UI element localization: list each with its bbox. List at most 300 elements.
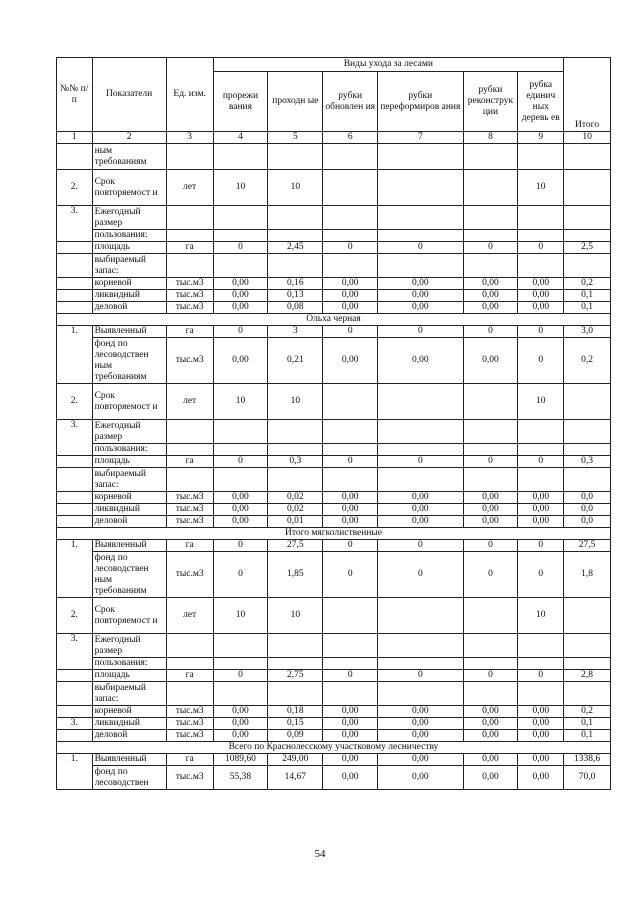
- value-cell: 10: [518, 170, 564, 206]
- empty-cell: [57, 290, 93, 302]
- empty-cell: [323, 444, 378, 456]
- value-cell: 0,0: [564, 516, 611, 528]
- value-cell: 10: [213, 170, 268, 206]
- row-number: 3.: [57, 718, 93, 730]
- empty-cell: [378, 144, 463, 170]
- value-cell: 0,00: [213, 730, 268, 742]
- value-cell: 0,00: [323, 278, 378, 290]
- value-cell: 0,00: [463, 302, 518, 314]
- empty-cell: [57, 456, 93, 468]
- row-number: 1.: [57, 754, 93, 790]
- empty-cell: [463, 420, 518, 444]
- value-cell: [463, 170, 518, 206]
- value-cell: 10: [213, 598, 268, 634]
- value-cell: 0,00: [323, 492, 378, 504]
- row-number: 2.: [57, 170, 93, 206]
- empty-cell: [518, 468, 564, 492]
- empty-cell: [166, 206, 213, 230]
- empty-cell: [463, 230, 518, 242]
- value-cell: 0,00: [378, 706, 463, 718]
- value-cell: 0,00: [213, 706, 268, 718]
- value-cell: 0,15: [268, 718, 323, 730]
- table-row: [57, 206, 611, 230]
- value-cell: 0,00: [463, 766, 518, 790]
- value-cell: 0,00: [463, 278, 518, 290]
- value-cell: 0,00: [213, 504, 268, 516]
- table-row: [57, 338, 611, 384]
- value-cell: 0,00: [213, 278, 268, 290]
- value-cell: 0,00: [463, 754, 518, 766]
- unit-cell: тыс.м3: [166, 278, 213, 290]
- empty-cell: [57, 516, 93, 528]
- value-cell: 0,00: [518, 302, 564, 314]
- table-row: [57, 420, 611, 444]
- header-col: проходн ые: [268, 72, 323, 132]
- empty-cell: [518, 634, 564, 658]
- empty-cell: [213, 682, 268, 706]
- indicator-label: ликвидный: [92, 290, 166, 302]
- empty-cell: [57, 730, 93, 742]
- value-cell: [564, 384, 611, 420]
- value-cell: [378, 170, 463, 206]
- empty-cell: [564, 206, 611, 230]
- indicator-label: ным требованиям: [92, 144, 166, 170]
- value-cell: 0: [463, 456, 518, 468]
- value-cell: 0: [518, 242, 564, 254]
- indicator-label: Срок повторяемост и: [92, 384, 166, 420]
- value-cell: 0: [463, 242, 518, 254]
- value-cell: 0: [213, 326, 268, 338]
- value-cell: 0,00: [463, 730, 518, 742]
- empty-cell: [323, 230, 378, 242]
- value-cell: [564, 598, 611, 634]
- value-cell: 27,5: [564, 540, 611, 552]
- empty-cell: [463, 444, 518, 456]
- value-cell: 0,0: [564, 504, 611, 516]
- value-cell: 1,8: [564, 552, 611, 598]
- value-cell: 0: [518, 552, 564, 598]
- value-cell: 0: [213, 552, 268, 598]
- value-cell: 0,00: [323, 718, 378, 730]
- empty-cell: [463, 144, 518, 170]
- table-row: [57, 254, 611, 278]
- empty-cell: [378, 682, 463, 706]
- value-cell: 0,16: [268, 278, 323, 290]
- value-cell: 0,00: [213, 302, 268, 314]
- header-col: прорежи вания: [213, 72, 268, 132]
- empty-cell: [166, 658, 213, 670]
- value-cell: 0,00: [518, 278, 564, 290]
- value-cell: 0,00: [463, 516, 518, 528]
- row-number: 2.: [57, 384, 93, 420]
- header-indicator: Показатели: [92, 58, 166, 132]
- empty-cell: [378, 206, 463, 230]
- empty-cell: [323, 254, 378, 278]
- empty-cell: [463, 682, 518, 706]
- indicator-label: ликвидный: [92, 504, 166, 516]
- value-cell: 0,00: [213, 290, 268, 302]
- empty-cell: [166, 634, 213, 658]
- value-cell: 2,45: [268, 242, 323, 254]
- colnum-cell: 7: [378, 132, 463, 144]
- header-unit: Ед. изм.: [166, 58, 213, 132]
- value-cell: 0: [463, 540, 518, 552]
- value-cell: 0,0: [564, 492, 611, 504]
- table-row: [57, 302, 611, 314]
- indicator-label: выбираемый запас:: [92, 254, 166, 278]
- indicator-label: фонд по лесоводствен ным требованиям: [92, 552, 166, 598]
- value-cell: 1089,60: [213, 754, 268, 766]
- value-cell: 0: [213, 456, 268, 468]
- value-cell: 10: [268, 598, 323, 634]
- section-title: Ольха черная: [57, 314, 611, 326]
- colnum-cell: 8: [463, 132, 518, 144]
- indicator-label: Выявленный: [92, 540, 166, 552]
- value-cell: 2,5: [564, 242, 611, 254]
- empty-cell: [518, 420, 564, 444]
- empty-cell: [463, 254, 518, 278]
- table-row: [57, 230, 611, 242]
- colnum-cell: 4: [213, 132, 268, 144]
- unit-cell: га: [166, 540, 213, 552]
- page-number: 54: [314, 848, 326, 860]
- empty-cell: [564, 634, 611, 658]
- empty-cell: [323, 420, 378, 444]
- value-cell: 0,00: [378, 504, 463, 516]
- header-group: Виды ухода за лесами: [213, 58, 564, 72]
- empty-cell: [57, 254, 93, 278]
- value-cell: 0: [323, 552, 378, 598]
- empty-cell: [213, 206, 268, 230]
- value-cell: 0: [518, 456, 564, 468]
- value-cell: 0: [518, 326, 564, 338]
- indicator-label: корневой: [92, 492, 166, 504]
- unit-cell: га: [166, 670, 213, 682]
- table-row: [57, 504, 611, 516]
- empty-cell: [213, 144, 268, 170]
- value-cell: 2,8: [564, 670, 611, 682]
- empty-cell: [268, 206, 323, 230]
- row-number: 1.: [57, 540, 93, 598]
- value-cell: 0,2: [564, 338, 611, 384]
- empty-cell: [213, 444, 268, 456]
- value-cell: 0: [378, 326, 463, 338]
- value-cell: 0,00: [323, 754, 378, 766]
- unit-cell: тыс.м3: [166, 338, 213, 384]
- unit-cell: тыс.м3: [166, 552, 213, 598]
- indicator-label: корневой: [92, 278, 166, 290]
- value-cell: 10: [213, 384, 268, 420]
- header-col: рубки переформиров ания: [378, 72, 463, 132]
- empty-cell: [57, 670, 93, 682]
- empty-cell: [564, 420, 611, 444]
- empty-cell: [323, 682, 378, 706]
- unit-cell: тыс.м3: [166, 302, 213, 314]
- value-cell: 0,00: [378, 730, 463, 742]
- empty-cell: [463, 206, 518, 230]
- value-cell: 0,00: [378, 302, 463, 314]
- forest-care-table: [56, 57, 611, 790]
- table-row: [57, 766, 611, 790]
- section-row: [57, 528, 611, 540]
- indicator-label: фонд по лесоводствен ным требованиям: [92, 338, 166, 384]
- table-row: [57, 144, 611, 170]
- value-cell: 0,00: [518, 290, 564, 302]
- value-cell: [378, 598, 463, 634]
- value-cell: 0,13: [268, 290, 323, 302]
- empty-cell: [323, 144, 378, 170]
- empty-cell: [564, 144, 611, 170]
- unit-cell: га: [166, 242, 213, 254]
- value-cell: [323, 384, 378, 420]
- value-cell: 0,00: [378, 290, 463, 302]
- value-cell: 0: [323, 242, 378, 254]
- table-row: [57, 278, 611, 290]
- empty-cell: [564, 230, 611, 242]
- empty-cell: [57, 492, 93, 504]
- colnum-cell: 1: [57, 132, 93, 144]
- unit-cell: тыс.м3: [166, 504, 213, 516]
- empty-cell: [378, 658, 463, 670]
- value-cell: 0,00: [213, 516, 268, 528]
- value-cell: 0: [378, 552, 463, 598]
- empty-cell: [564, 468, 611, 492]
- empty-cell: [57, 504, 93, 516]
- row-number: 3.: [57, 420, 93, 456]
- table-row: [57, 540, 611, 552]
- value-cell: 0,00: [323, 504, 378, 516]
- value-cell: [564, 170, 611, 206]
- indicator-label: Ежегодный размер: [92, 634, 166, 658]
- empty-cell: [268, 658, 323, 670]
- value-cell: [323, 170, 378, 206]
- value-cell: 0: [463, 552, 518, 598]
- table-row: [57, 516, 611, 528]
- value-cell: 0: [518, 670, 564, 682]
- colnum-cell: 3: [166, 132, 213, 144]
- value-cell: 0,09: [268, 730, 323, 742]
- table-row: [57, 658, 611, 670]
- row-number: 1.: [57, 326, 93, 384]
- value-cell: 0,00: [378, 278, 463, 290]
- table-row: [57, 468, 611, 492]
- empty-cell: [57, 144, 93, 170]
- value-cell: [463, 598, 518, 634]
- value-cell: 0,02: [268, 504, 323, 516]
- value-cell: 0,00: [463, 706, 518, 718]
- empty-cell: [166, 468, 213, 492]
- indicator-label: Ежегодный размер: [92, 206, 166, 230]
- empty-cell: [323, 634, 378, 658]
- value-cell: [323, 598, 378, 634]
- value-cell: 0,00: [378, 718, 463, 730]
- empty-cell: [268, 420, 323, 444]
- empty-cell: [564, 658, 611, 670]
- value-cell: 1,85: [268, 552, 323, 598]
- section-row: [57, 314, 611, 326]
- empty-cell: [323, 206, 378, 230]
- value-cell: 0,2: [564, 706, 611, 718]
- unit-cell: га: [166, 456, 213, 468]
- value-cell: 0,00: [518, 504, 564, 516]
- table-row: [57, 242, 611, 254]
- unit-cell: тыс.м3: [166, 706, 213, 718]
- colnum-cell: 10: [564, 132, 611, 144]
- indicator-label: деловой: [92, 516, 166, 528]
- table-row: [57, 326, 611, 338]
- indicator-label: площадь: [92, 242, 166, 254]
- indicator-label: деловой: [92, 730, 166, 742]
- value-cell: 0: [463, 670, 518, 682]
- table-row: [57, 730, 611, 742]
- empty-cell: [268, 254, 323, 278]
- value-cell: 0,00: [518, 718, 564, 730]
- empty-cell: [268, 682, 323, 706]
- unit-cell: га: [166, 326, 213, 338]
- empty-cell: [378, 420, 463, 444]
- empty-cell: [213, 230, 268, 242]
- value-cell: 0,00: [378, 516, 463, 528]
- value-cell: 0,08: [268, 302, 323, 314]
- value-cell: 1338,6: [564, 754, 611, 766]
- table-row: [57, 718, 611, 730]
- empty-cell: [213, 420, 268, 444]
- colnum-cell: 5: [268, 132, 323, 144]
- empty-cell: [166, 420, 213, 444]
- value-cell: 0,00: [518, 706, 564, 718]
- table-row: [57, 706, 611, 718]
- header-row: [57, 58, 611, 72]
- empty-cell: [518, 206, 564, 230]
- table-row: [57, 682, 611, 706]
- value-cell: 0: [518, 338, 564, 384]
- indicator-label: выбираемый запас:: [92, 682, 166, 706]
- unit-cell: лет: [166, 598, 213, 634]
- unit-cell: тыс.м3: [166, 766, 213, 790]
- row-number: 2.: [57, 598, 93, 634]
- indicator-label: Выявленный: [92, 326, 166, 338]
- table-row: [57, 754, 611, 766]
- empty-cell: [564, 682, 611, 706]
- value-cell: 0,18: [268, 706, 323, 718]
- value-cell: 0,1: [564, 290, 611, 302]
- value-cell: 0,02: [268, 492, 323, 504]
- value-cell: 0,00: [518, 516, 564, 528]
- table-row: [57, 552, 611, 598]
- value-cell: 0,3: [268, 456, 323, 468]
- value-cell: 0,00: [213, 338, 268, 384]
- value-cell: 0,00: [213, 492, 268, 504]
- indicator-label: Срок повторяемост и: [92, 598, 166, 634]
- empty-cell: [268, 444, 323, 456]
- table-row: [57, 598, 611, 634]
- table-row: [57, 384, 611, 420]
- indicator-label: Выявленный: [92, 754, 166, 766]
- value-cell: 0: [378, 456, 463, 468]
- value-cell: 0,00: [518, 766, 564, 790]
- row-number: 3.: [57, 634, 93, 670]
- table-row: [57, 634, 611, 658]
- empty-cell: [378, 230, 463, 242]
- empty-cell: [213, 658, 268, 670]
- header-total: Итого: [564, 58, 611, 132]
- value-cell: 0,00: [323, 290, 378, 302]
- value-cell: 0,00: [213, 718, 268, 730]
- empty-cell: [268, 468, 323, 492]
- value-cell: 0,00: [463, 290, 518, 302]
- indicator-label: ликвидный: [92, 718, 166, 730]
- table-row: [57, 444, 611, 456]
- value-cell: 0,00: [463, 718, 518, 730]
- value-cell: 0,1: [564, 730, 611, 742]
- indicator-label: площадь: [92, 670, 166, 682]
- value-cell: 0,3: [564, 456, 611, 468]
- empty-cell: [378, 444, 463, 456]
- empty-cell: [463, 658, 518, 670]
- empty-cell: [57, 468, 93, 492]
- value-cell: 0,00: [323, 516, 378, 528]
- value-cell: [378, 384, 463, 420]
- value-cell: 55,38: [213, 766, 268, 790]
- value-cell: 0,2: [564, 278, 611, 290]
- value-cell: 10: [518, 598, 564, 634]
- indicator-label: Срок повторяемост и: [92, 170, 166, 206]
- empty-cell: [518, 254, 564, 278]
- value-cell: 0: [213, 540, 268, 552]
- header-col: рубка единич ных деревь ев: [518, 72, 564, 132]
- value-cell: 0: [378, 670, 463, 682]
- unit-cell: тыс.м3: [166, 492, 213, 504]
- value-cell: 10: [518, 384, 564, 420]
- value-cell: 0: [213, 670, 268, 682]
- empty-cell: [518, 144, 564, 170]
- colnum-cell: 9: [518, 132, 564, 144]
- header-num: №№ п/п: [57, 58, 93, 132]
- unit-cell: тыс.м3: [166, 718, 213, 730]
- table-row: [57, 670, 611, 682]
- value-cell: 0,00: [463, 492, 518, 504]
- indicator-label: площадь: [92, 456, 166, 468]
- empty-cell: [518, 444, 564, 456]
- empty-cell: [564, 254, 611, 278]
- indicator-label: выбираемый запас:: [92, 468, 166, 492]
- table-row: [57, 170, 611, 206]
- value-cell: 0,00: [518, 754, 564, 766]
- unit-cell: га: [166, 754, 213, 766]
- empty-cell: [166, 230, 213, 242]
- value-cell: 10: [268, 384, 323, 420]
- indicator-label: пользования:: [92, 230, 166, 242]
- empty-cell: [57, 242, 93, 254]
- value-cell: 0: [463, 326, 518, 338]
- value-cell: 0: [323, 456, 378, 468]
- section-title: Итого мягколиственные: [57, 528, 611, 540]
- empty-cell: [57, 302, 93, 314]
- unit-cell: лет: [166, 170, 213, 206]
- empty-cell: [518, 658, 564, 670]
- unit-cell: лет: [166, 384, 213, 420]
- colnum-cell: 2: [92, 132, 166, 144]
- empty-cell: [57, 682, 93, 706]
- empty-cell: [378, 254, 463, 278]
- value-cell: 0,00: [463, 338, 518, 384]
- value-cell: 14,67: [268, 766, 323, 790]
- empty-cell: [378, 468, 463, 492]
- header-col: рубки реконструк ции: [463, 72, 518, 132]
- value-cell: 0,00: [323, 706, 378, 718]
- indicator-label: деловой: [92, 302, 166, 314]
- empty-cell: [268, 634, 323, 658]
